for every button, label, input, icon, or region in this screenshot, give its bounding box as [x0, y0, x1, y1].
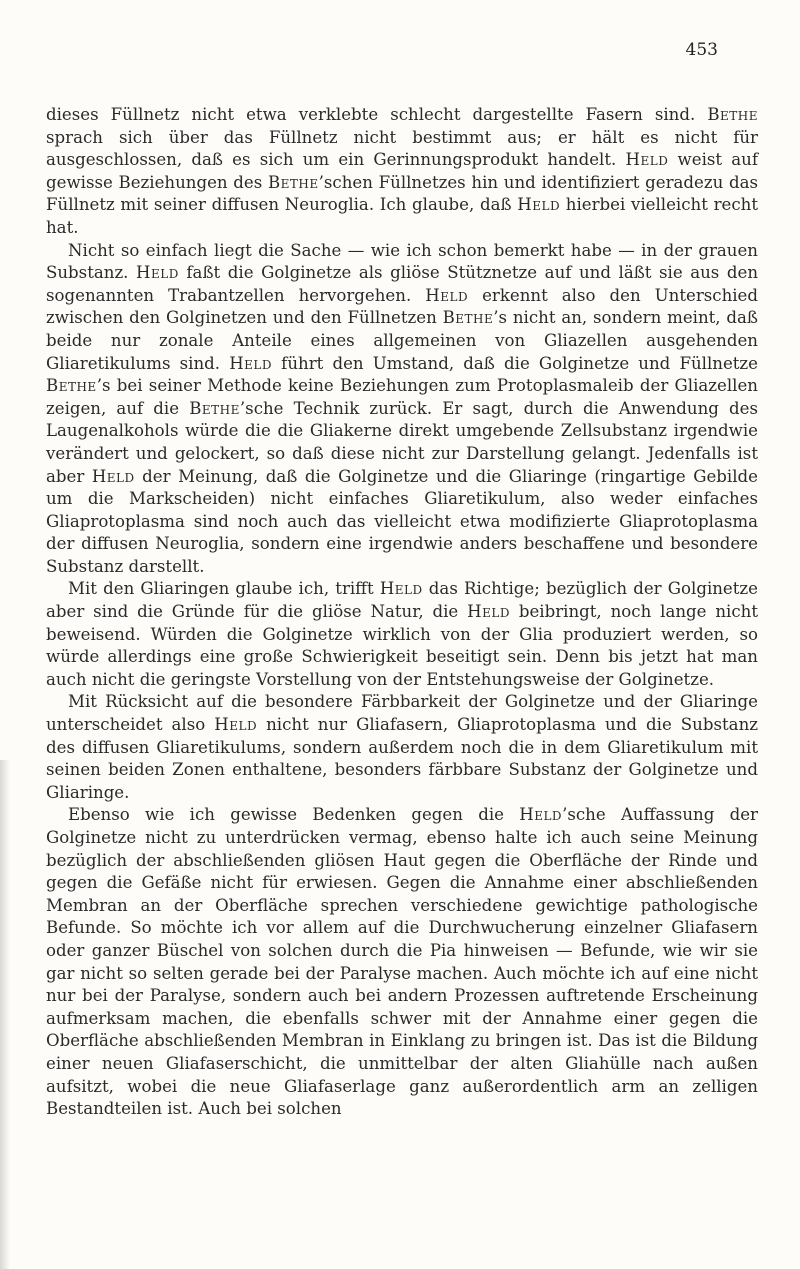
- page-number: 453: [685, 40, 718, 60]
- text-run: ’schen Füllnetzes hin und identifiziert geradezu das Füllnetz mit seiner diffusen Neuroglia. Ich glaube, daß: [46, 172, 758, 215]
- binding-shadow: [0, 760, 10, 1269]
- author-name: Held: [229, 353, 273, 373]
- author-name: Held: [519, 805, 563, 825]
- paragraph: [46, 240, 758, 579]
- paragraph: [46, 804, 758, 1120]
- text-run: der Meinung, daß die Golginetze und die Gliaringe (ringartige Gebilde um die Markscheiden) nicht einfaches Gliaretikulum, also weder einfaches Gliaprotoplasma sind noch auch das vielleicht etwa modifizierte Gliaprotoplasma der diffusen Neuroglia, sondern eine irgendwie anders beschaffene und besondere Substanz darstellt.: [46, 466, 758, 576]
- text-run: dieses Füllnetz nicht etwa verklebte schlecht dargestellte Fasern sind.: [46, 105, 708, 124]
- author-name: Bethe: [707, 105, 758, 124]
- author-name: Held: [91, 466, 135, 486]
- author-name: Bethe: [267, 172, 319, 192]
- text-run: Mit den Gliaringen glaube ich, trifft: [68, 579, 380, 599]
- author-name: Bethe: [442, 308, 494, 328]
- author-name: Held: [379, 579, 423, 599]
- text-run: Nicht so einfach liegt die Sache — wie ich schon bemerkt habe — in der grauen Substanz.: [46, 240, 758, 283]
- text-run: das Richtige; bezüglich der Golginetze aber sind die Gründe für die gliöse Natur, die: [46, 579, 758, 622]
- text-run: sprach sich über das Füllnetz nicht bestimmt aus; er hält es nicht für ausgeschlossen, daß es sich um ein Gerinnungsprodukt handelt.: [46, 127, 758, 170]
- text-run: nicht nur Gliafasern, Gliaprotoplasma und die Substanz des diffusen Gliaretikulums, sondern außerdem noch die in dem Gliaretikulum mit seinen beiden Zonen enthaltene, besonders färbbare Substanz der Golginetze und Gliaringe.: [46, 715, 758, 802]
- text-run: beibringt, noch lange nicht beweisend. Würden die Golginetze wirklich von der Glia produziert werden, so würde allerdings eine große Schwierigkeit beseitigt sein. Denn bis jetzt hat man auch nicht die geringste Vorstellung von der Entstehungsweise der Golginetze.: [46, 602, 758, 689]
- text-run: Ebenso wie ich gewisse Bedenken gegen die: [68, 805, 520, 825]
- text-run: hierbei vielleicht recht hat.: [46, 195, 758, 237]
- text-run: Mit Rücksicht auf die besondere Färbbarkeit der Golginetze und der Gliaringe unterscheidet also: [46, 692, 758, 735]
- author-name: Held: [625, 150, 669, 170]
- author-name: Held: [214, 715, 258, 735]
- text-run: ’s nicht an, sondern meint, daß beide nur zonale Anteile eines allgemeinen von Gliazellen ausgehenden Gliaretikulums sind.: [46, 308, 758, 373]
- author-name: Bethe: [46, 376, 97, 396]
- text-run: erkennt also den Unterschied zwischen den Golginetzen und den Füllnetzen: [46, 285, 759, 328]
- paragraph: [46, 104, 758, 240]
- text-run: führt den Umstand, daß die Golginetze und Füllnetze: [272, 353, 758, 373]
- author-name: Bethe: [189, 398, 240, 418]
- text-run: weist auf gewisse Beziehungen des: [46, 150, 758, 192]
- text-run: ’sche Technik zurück. Er sagt, durch die Anwendung des Laugenalkohols würde die die Gliakerne direkt umgebende Zellsubstanz irgendwie verändert und gelockert, so daß diese nicht zur Darstellung gelangt. Jedenfalls ist aber: [46, 398, 758, 486]
- author-name: Held: [136, 263, 179, 283]
- author-name: Held: [517, 195, 561, 215]
- author-name: Held: [425, 285, 469, 305]
- text-run: ’sche Auffassung der Golginetze nicht zu unterdrücken vermag, ebenso halte ich auch seine Meinung bezüglich der abschließenden gliösen Haut gegen die Oberfläche der Rinde und gegen die Gefäße nicht für erwiesen. Gegen die Annahme einer abschließenden Membran an der Oberfläche sprechen verschiedene gewichtige pathologische Befunde. So möchte ich vor allem auf die Durchwucherung einzelner Gliafasern oder ganzer Büschel von solchen durch die Pia hinweisen — Befunde, wie wir sie gar nicht so selten gerade bei der Paralyse machen. Auch möchte ich auf eine nicht nur bei der Paralyse, sondern auch bei andern Prozessen auftretende Erscheinung aufmerksam machen, die ebenfalls schwer mit der Annahme einer gegen die Oberfläche abschließenden Membran in Einklang zu bringen ist. Das ist die Bildung einer neuen Gliafaserschicht, die unmittelbar der alten Gliahülle nach außen aufsitzt, wobei die neue Gliafaserlage ganz außerordentlich arm an zelligen Bestandteilen ist. Auch bei solchen: [46, 805, 758, 1119]
- body-text: [46, 104, 758, 1121]
- paragraph: [46, 578, 758, 691]
- text-run: faßt die Golginetze als gliöse Stütznetze auf und läßt sie aus den sogenannten Trabantzellen hervorgehen.: [46, 263, 759, 305]
- text-run: ’s bei seiner Methode keine Beziehungen zum Protoplasmaleib der Gliazellen zeigen, auf die: [46, 376, 758, 418]
- paragraph: [46, 691, 758, 804]
- author-name: Held: [467, 602, 510, 622]
